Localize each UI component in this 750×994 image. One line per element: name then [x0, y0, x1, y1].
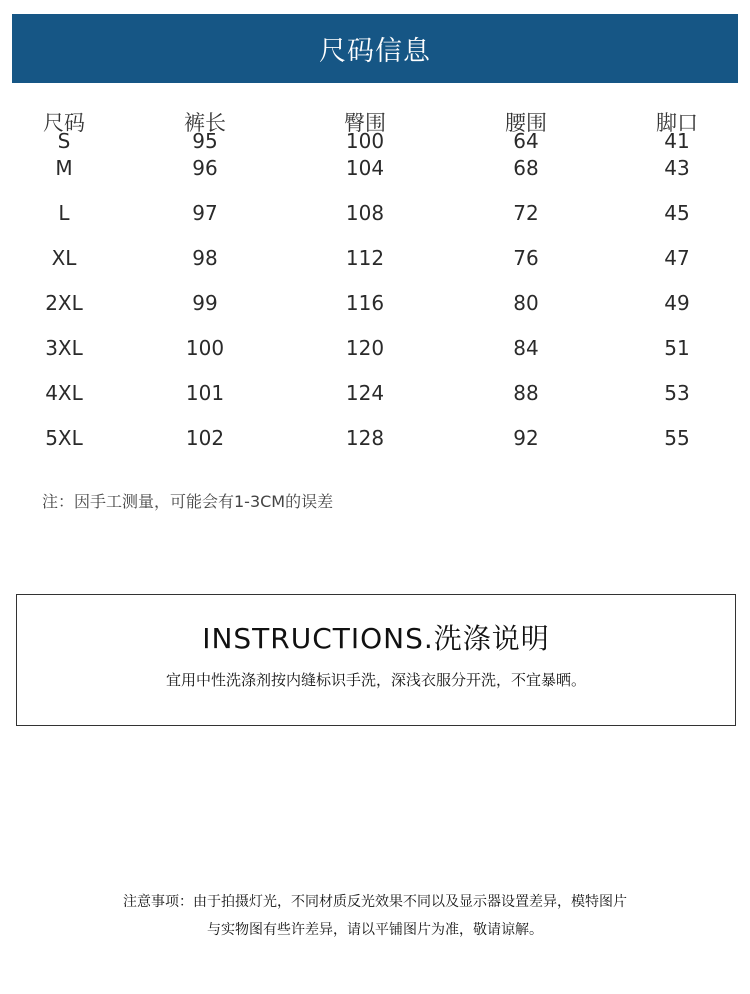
cell-hem: 55: [664, 426, 690, 450]
cell-pants-length: 95: [192, 129, 218, 153]
table-row: [0, 333, 750, 363]
cell-hip: 112: [345, 246, 385, 270]
table-row: [0, 126, 750, 156]
cell-hem: 41: [664, 129, 690, 153]
cell-hem: 51: [664, 336, 690, 360]
cell-hem: 43: [664, 156, 690, 180]
table-row: [0, 243, 750, 273]
cell-size: M: [55, 156, 73, 180]
disclaimer-line-2: 与实物图有些许差异，请以平铺图片为准，敬请谅解。: [207, 922, 543, 938]
cell-hip: 116: [345, 291, 385, 315]
cell-hip: 124: [345, 381, 385, 405]
cell-size: 3XL: [45, 336, 83, 360]
cell-size: XL: [51, 246, 77, 270]
header-hem: 脚口: [656, 111, 698, 135]
header-waist: 腰围: [505, 111, 547, 135]
cell-waist: 68: [513, 156, 539, 180]
table-row: [0, 288, 750, 318]
size-info-banner: [12, 14, 738, 83]
cell-waist: 84: [513, 336, 539, 360]
cell-hip: 120: [345, 336, 385, 360]
cell-pants-length: 96: [192, 156, 218, 180]
cell-pants-length: 98: [192, 246, 218, 270]
cell-hip: 104: [345, 156, 385, 180]
cell-waist: 76: [513, 246, 539, 270]
disclaimer-line-1: 注意事项：由于拍摄灯光，不同材质反光效果不同以及显示器设置差异，模特图片: [123, 894, 627, 910]
cell-hip: 108: [345, 201, 385, 225]
cell-size: S: [57, 129, 71, 153]
cell-size: 4XL: [45, 381, 83, 405]
cell-waist: 80: [513, 291, 539, 315]
cell-hem: 53: [664, 381, 690, 405]
cell-size: 5XL: [45, 426, 83, 450]
cell-pants-length: 102: [185, 426, 225, 450]
instructions-title: INSTRUCTIONS.洗涤说明: [202, 622, 550, 655]
cell-waist: 88: [513, 381, 539, 405]
table-row: [0, 198, 750, 228]
cell-hem: 47: [664, 246, 690, 270]
cell-waist: 72: [513, 201, 539, 225]
header-size: 尺码: [43, 111, 85, 135]
table-row: [0, 153, 750, 183]
cell-pants-length: 101: [185, 381, 225, 405]
cell-size: L: [58, 201, 70, 225]
cell-pants-length: 100: [185, 336, 225, 360]
table-row: [0, 423, 750, 453]
washing-instructions-box: [16, 594, 736, 726]
cell-hem: 45: [664, 201, 690, 225]
cell-waist: 64: [513, 129, 539, 153]
measurement-note: 注：因手工测量，可能会有1-3CM的误差: [42, 492, 334, 511]
disclaimer-footer: [0, 888, 750, 944]
header-pants-length: 裤长: [184, 111, 226, 135]
header-hip: 臀围: [344, 111, 386, 135]
cell-hip: 128: [345, 426, 385, 450]
cell-pants-length: 99: [192, 291, 218, 315]
table-row: [0, 378, 750, 408]
cell-hip: 100: [345, 129, 385, 153]
cell-hem: 49: [664, 291, 690, 315]
banner-title: 尺码信息: [319, 36, 431, 67]
cell-pants-length: 97: [192, 201, 218, 225]
cell-waist: 92: [513, 426, 539, 450]
instructions-text: 宜用中性洗涤剂按内缝标识手洗，深浅衣服分开洗，不宜暴晒。: [165, 671, 586, 689]
cell-size: 2XL: [45, 291, 83, 315]
